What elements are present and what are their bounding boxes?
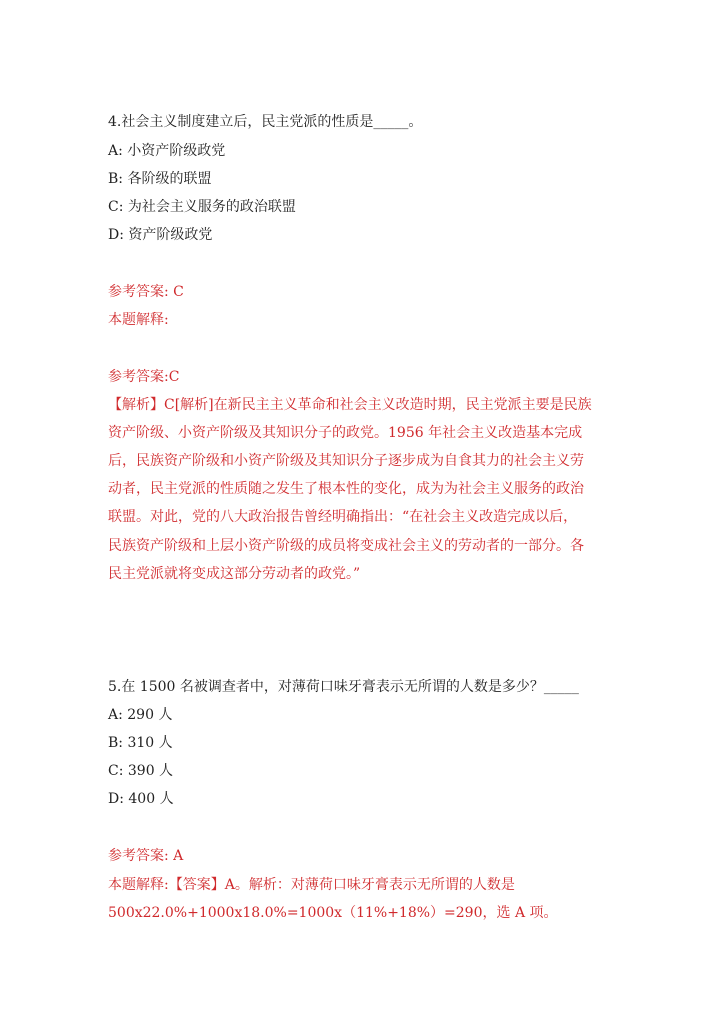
q5-answer: 参考答案: A bbox=[108, 848, 184, 864]
q5-explain-line-2: 500x22.0%+1000x18.0%=1000x（11%+18%）=290，选 A 项。 bbox=[108, 905, 558, 921]
q5-explain-line-1: 本题解释:【答案】A。解析：对薄荷口味牙膏表示无所谓的人数是 bbox=[108, 877, 515, 893]
q4-answer: 参考答案: C bbox=[108, 284, 184, 300]
q5-option-d: D: 400 人 bbox=[108, 791, 174, 807]
q5-question: 5.在 1500 名被调查者中，对薄荷口味牙膏表示无所谓的人数是多少？_____ bbox=[108, 679, 579, 695]
q5-option-a: A: 290 人 bbox=[108, 707, 173, 723]
q4-option-d: D: 资产阶级政党 bbox=[108, 227, 213, 243]
q4-explain-label: 本题解释: bbox=[108, 312, 169, 328]
q4-analysis-line-3: 后，民族资产阶级和小资产阶级及其知识分子逐步成为自食其力的社会主义劳 bbox=[108, 453, 584, 469]
q4-analysis-line-7: 民主党派就将变成这部分劳动者的政党。” bbox=[108, 566, 361, 582]
q5-option-b: B: 310 人 bbox=[108, 735, 173, 751]
q4-question: 4.社会主义制度建立后，民主党派的性质是_____。 bbox=[108, 114, 423, 130]
q4-analysis-line-6: 民族资产阶级和上层小资产阶级的成员将变成社会主义的劳动者的一部分。各 bbox=[108, 538, 584, 554]
q4-option-b: B: 各阶级的联盟 bbox=[108, 171, 212, 187]
q5-option-c: C: 390 人 bbox=[108, 763, 174, 779]
q4-option-c: C: 为社会主义服务的政治联盟 bbox=[108, 199, 296, 215]
q4-analysis-line-4: 动者，民主党派的性质随之发生了根本性的变化，成为为社会主义服务的政治 bbox=[108, 481, 584, 497]
q4-analysis-line-1: 【解析】C[解析]在新民主主义革命和社会主义改造时期，民主党派主要是民族 bbox=[108, 397, 592, 413]
q4-analysis-line-5: 联盟。对此，党的八大政治报告曾经明确指出：“在社会主义改造完成以后， bbox=[108, 509, 578, 525]
q4-option-a: A: 小资产阶级政党 bbox=[108, 143, 226, 159]
q4-analysis-line-2: 资产阶级、小资产阶级及其知识分子的政党。1956 年社会主义改造基本完成 bbox=[108, 425, 583, 441]
q4-answer-repeat: 参考答案:C bbox=[108, 369, 180, 385]
